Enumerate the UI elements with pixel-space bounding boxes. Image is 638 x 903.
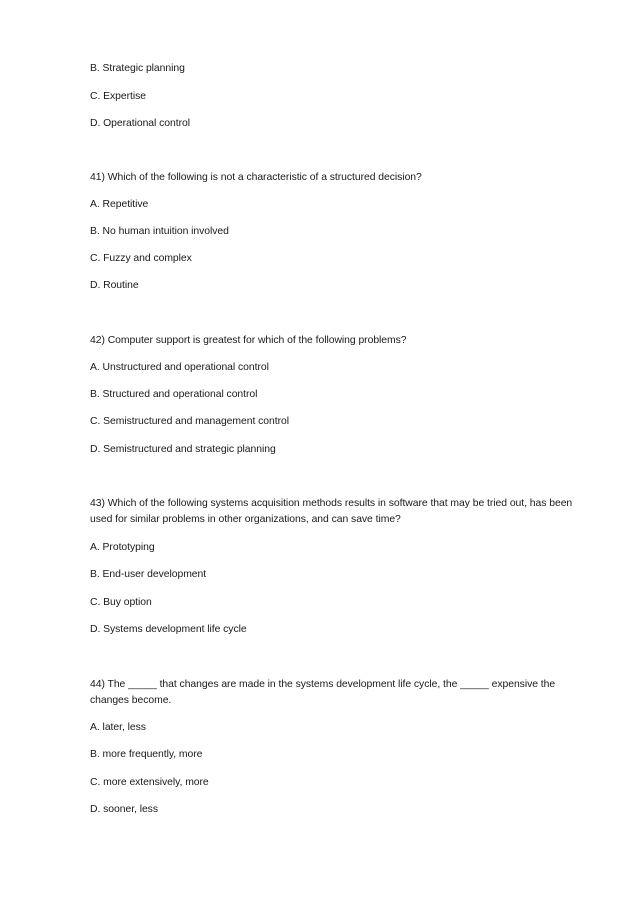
prev-option-b: B. Strategic planning <box>90 63 185 74</box>
question-42-option-a: A. Unstructured and operational control <box>90 362 269 373</box>
question-41-option-d: D. Routine <box>90 280 139 291</box>
prev-option-d: D. Operational control <box>90 118 190 129</box>
question-42-option-c: C. Semistructured and management control <box>90 416 289 427</box>
prev-option-c: C. Expertise <box>90 91 146 102</box>
question-44-option-a: A. later, less <box>90 722 146 733</box>
question-44-option-c: C. more extensively, more <box>90 777 209 788</box>
question-43-option-d: D. Systems development life cycle <box>90 624 247 635</box>
question-41-option-c: C. Fuzzy and complex <box>90 253 192 264</box>
question-43-option-a: A. Prototyping <box>90 542 155 553</box>
question-42-option-b: B. Structured and operational control <box>90 389 258 400</box>
question-44-text: 44) The _____ that changes are made in the systems development life cycle, the _____ expensive the changes become. <box>90 679 556 706</box>
question-43-option-b: B. End-user development <box>90 569 207 580</box>
question-41-option-a: A. Repetitive <box>90 199 149 210</box>
question-44-option-b: B. more frequently, more <box>90 749 203 760</box>
question-43-option-c: C. Buy option <box>90 597 152 608</box>
question-41-option-b: B. No human intuition involved <box>90 226 229 237</box>
question-42-text: 42) Computer support is greatest for which of the following problems? <box>90 335 407 346</box>
question-42-option-d: D. Semistructured and strategic planning <box>90 444 276 455</box>
question-44-option-d: D. sooner, less <box>90 804 158 815</box>
question-41-text: 41) Which of the following is not a characteristic of a structured decision? <box>90 172 422 183</box>
question-43-text: 43) Which of the following systems acquisition methods results in software that may be tried out, has been used for similar problems in other organizations, and can save time? <box>90 498 573 525</box>
